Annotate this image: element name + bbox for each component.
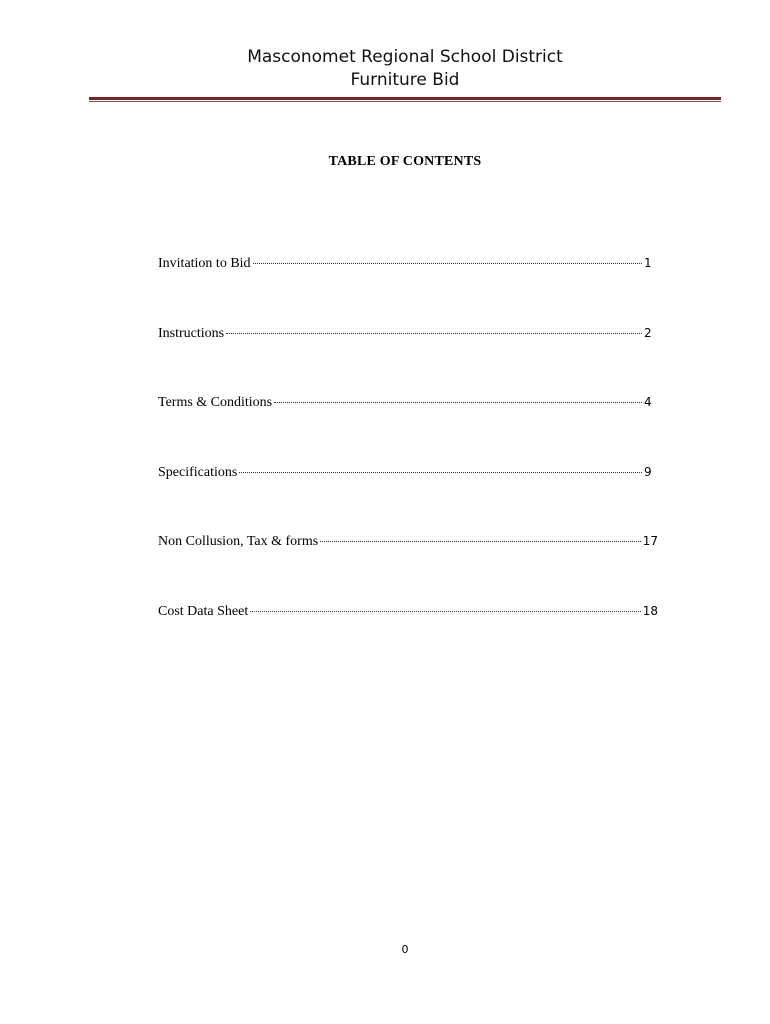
toc-dot-leader [253, 263, 642, 264]
toc-entry-cost-data-sheet [158, 604, 658, 674]
toc-entry-terms-conditions [158, 395, 658, 465]
header-document-subject: Furniture Bid [350, 70, 460, 90]
toc-title: TABLE OF CONTENTS [328, 154, 482, 169]
page-number: 0 [401, 943, 409, 956]
toc-entry-label: Cost Data Sheet [158, 603, 249, 619]
toc-entry-instructions [158, 326, 658, 396]
toc-dot-leader [274, 402, 642, 403]
toc-entry-invitation-to-bid [158, 256, 658, 326]
toc-list [158, 256, 658, 674]
document-header [0, 46, 770, 92]
header-district-name: Masconomet Regional School District [247, 47, 563, 67]
toc-entry-label: Invitation to Bid [158, 256, 251, 271]
toc-dot-leader [250, 611, 641, 612]
toc-entry-page: 17 [642, 534, 658, 549]
toc-entry-label: Terms & Conditions [158, 395, 273, 411]
toc-entry-non-collusion-tax-forms [158, 534, 658, 604]
toc-entry-label: Instructions [158, 325, 225, 341]
toc-entry-page: 18 [642, 603, 658, 618]
toc-entry-specifications [158, 465, 658, 535]
toc-entry-label: Specifications [158, 464, 238, 480]
toc-dot-leader [226, 333, 642, 334]
header-divider-thin [89, 101, 721, 102]
toc-entry-page: 4 [644, 395, 652, 410]
toc-entry-label: Non Collusion, Tax & forms [158, 534, 319, 550]
header-divider-thick [89, 97, 721, 100]
toc-dot-leader [239, 472, 642, 473]
toc-entry-page: 2 [644, 325, 652, 340]
toc-entry-page: 9 [644, 464, 652, 479]
toc-entry-page: 1 [644, 256, 652, 270]
toc-dot-leader [320, 541, 641, 542]
